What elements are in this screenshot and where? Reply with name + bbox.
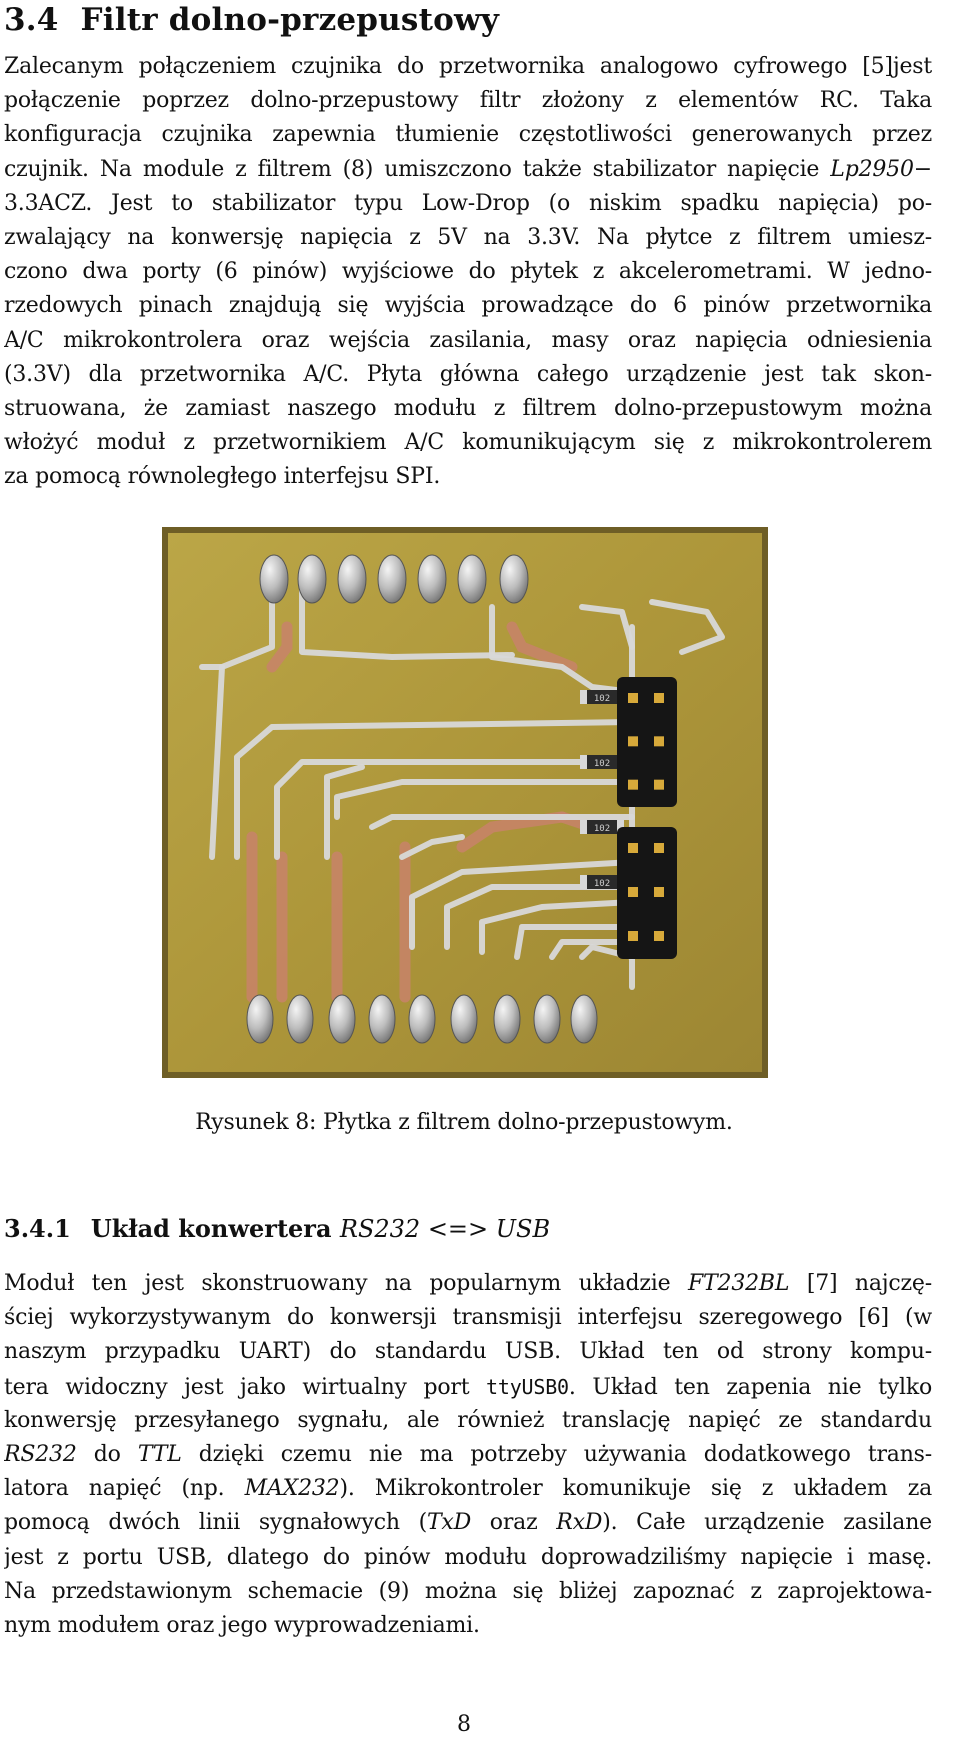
subsection-title: Układ konwertera <box>90 1214 332 1243</box>
header-pin <box>628 931 638 941</box>
pcb-photo-figure <box>162 527 768 1078</box>
page-number: 8 <box>457 1712 471 1737</box>
header-body <box>617 827 677 959</box>
text-fragment: . Układ ten zapenia nie tylko <box>568 1374 932 1400</box>
subsection-number: 3.4.1 <box>4 1214 71 1243</box>
text-fragment: latora napięć (np. <box>4 1476 245 1502</box>
text-fragment: czujnik. Na module z filtrem (8) umiszczono także stabilizator napięcie <box>4 156 831 182</box>
text-line <box>4 1370 932 1404</box>
text-line <box>4 1575 932 1609</box>
text-line: czono dwa porty (6 pinów) wyjściowe do płytek z akcelerometrami. W jedno- <box>4 259 932 285</box>
text-fragment: pomocą dwóch linii sygnałowych ( <box>4 1510 427 1536</box>
text-fragment: oraz <box>471 1510 557 1536</box>
math-term: FT232BL <box>687 1271 790 1296</box>
resistor-label: 102 <box>593 879 611 889</box>
text-line: 3.3ACZ. Jest to stabilizator typu Low-Drop (o niskim spadku napięcia) po- <box>4 190 932 216</box>
text-line <box>4 1506 932 1540</box>
text-fragment: Moduł ten jest skonstruowany na popularnym układzie <box>4 1271 688 1296</box>
text-fragment: jest z portu USB, dlatego do pinów modułu doprowadziliśmy napięcie i masę. <box>4 1544 932 1570</box>
math-term: RS232 <box>4 1441 77 1467</box>
text-fragment: ściej wykorzystywanym do konwersji transmisji interfejsu szeregowego [6] (w <box>4 1305 932 1331</box>
resistor-label: 102 <box>593 694 611 704</box>
solder-pad <box>378 555 406 603</box>
bottom-pin-pads <box>247 995 597 1043</box>
header-pin <box>654 693 664 703</box>
header-pin <box>628 887 638 897</box>
resistor-terminal <box>580 820 587 834</box>
subsection-title-math: RS232 <=> USB <box>339 1215 551 1243</box>
header-pin <box>654 931 664 941</box>
text-fragment: ). Mikrokontroler komunikuje się z układem za <box>339 1476 932 1502</box>
pin-header <box>617 827 677 959</box>
text-line: konfiguracja czujnika zapewnia tłumienie częstotliwości generowanych przez <box>4 122 932 148</box>
text-line <box>4 1541 932 1575</box>
text-line <box>4 1609 932 1643</box>
solder-pad <box>329 995 355 1043</box>
header-pin <box>628 780 638 790</box>
text-line <box>4 1472 932 1506</box>
math-term: TxD <box>426 1510 472 1536</box>
text-fragment: ). Całe urządzenie zasilane <box>602 1510 932 1536</box>
solder-pad <box>287 995 313 1043</box>
solder-pad <box>534 995 560 1043</box>
text-fragment: naszym przypadku UART) do standardu USB. Układ ten od strony kompu- <box>4 1339 932 1365</box>
text-line <box>4 1404 932 1438</box>
text-fragment: nym modułem oraz jego wyprowadzeniami. <box>4 1612 480 1638</box>
header-pin <box>628 843 638 853</box>
resistor-label: 102 <box>593 824 611 834</box>
text-line: rzedowych pinach znajdują się wyjścia prowadzące do 6 pinów przetwornika <box>4 293 932 319</box>
text-line <box>4 1335 932 1369</box>
solder-pad <box>451 995 477 1043</box>
header-pin <box>654 887 664 897</box>
text-line <box>4 153 932 187</box>
solder-pad <box>494 995 520 1043</box>
solder-pad <box>571 995 597 1043</box>
text-line: (3.3V) dla przetwornika A/C. Płyta główna całego urządzenie jest tak skon- <box>4 361 932 387</box>
resistor-terminal <box>580 875 587 889</box>
solder-pad <box>298 555 326 603</box>
figure-caption: Rysunek 8: Płytka z filtrem dolno-przepustowym. <box>195 1110 733 1135</box>
text-line <box>4 1267 932 1301</box>
text-line: połączenie poprzez dolno-przepustowy filtr złożony z elementów RC. Taka <box>4 88 932 114</box>
solder-pad <box>418 555 446 603</box>
text-line: struowana, że zamiast naszego modułu z filtrem dolno-przepustowym można <box>4 395 932 421</box>
header-pin <box>654 780 664 790</box>
solder-pad <box>369 995 395 1043</box>
section-title: Filtr dolno-przepustowy <box>80 2 500 38</box>
text-fragment: konwersję przesyłanego sygnału, ale również translację napięć ze standardu <box>4 1407 932 1433</box>
text-fragment: [7] najczę- <box>789 1271 932 1296</box>
header-body <box>617 677 677 807</box>
text-line <box>4 1438 932 1472</box>
paragraph-converter-description <box>4 1267 932 1643</box>
header-pin <box>628 736 638 746</box>
text-line: Zalecanym połączeniem czujnika do przetwornika analogowo cyfrowego [5]jest <box>4 54 932 79</box>
text-fragment: Na przedstawionym schemacie (9) można się bliżej zapoznać z zaprojektowa- <box>4 1578 932 1604</box>
text-fragment: do <box>76 1441 138 1467</box>
pin-header <box>617 677 677 807</box>
text-line <box>4 1301 932 1335</box>
section-heading <box>4 2 499 38</box>
mono-term: ttyUSB0 <box>486 1374 569 1399</box>
solder-pad <box>409 995 435 1043</box>
solder-pad <box>458 555 486 603</box>
text-line: za pomocą równoległego interfejsu SPI. <box>4 464 441 490</box>
math-regulator-name: Lp2950− <box>830 156 932 182</box>
header-pin <box>628 693 638 703</box>
text-fragment: tera widoczny jest jako wirtualny port <box>4 1374 487 1400</box>
text-fragment: dzięki czemu nie ma potrzeby używania dodatkowego trans- <box>181 1441 932 1467</box>
header-pin <box>654 736 664 746</box>
solder-pad <box>247 995 273 1043</box>
paragraph-filter-description <box>4 50 932 494</box>
text-line: zwalający na konwersję napięcia z 5V na 3.3V. Na płytce z filtrem umiesz- <box>4 224 932 250</box>
text-line: A/C mikrokontrolera oraz wejścia zasilania, masy oraz napięcia odniesienia <box>4 327 932 353</box>
pcb-photo <box>162 527 768 1078</box>
text-line: włożyć moduł z przetwornikiem A/C komunikującym się z mikrokontrolerem <box>4 430 932 456</box>
resistor-terminal <box>580 690 587 704</box>
math-term: RxD <box>556 1510 603 1536</box>
resistor-terminal <box>580 755 587 769</box>
math-term: MAX232 <box>244 1476 340 1502</box>
solder-pad <box>500 555 528 603</box>
subsection-heading <box>4 1214 550 1243</box>
math-term: TTL <box>137 1441 182 1467</box>
header-pin <box>654 843 664 853</box>
solder-pad <box>338 555 366 603</box>
section-number: 3.4 <box>4 2 59 38</box>
resistor-label: 102 <box>593 759 611 769</box>
solder-pad <box>260 555 288 603</box>
